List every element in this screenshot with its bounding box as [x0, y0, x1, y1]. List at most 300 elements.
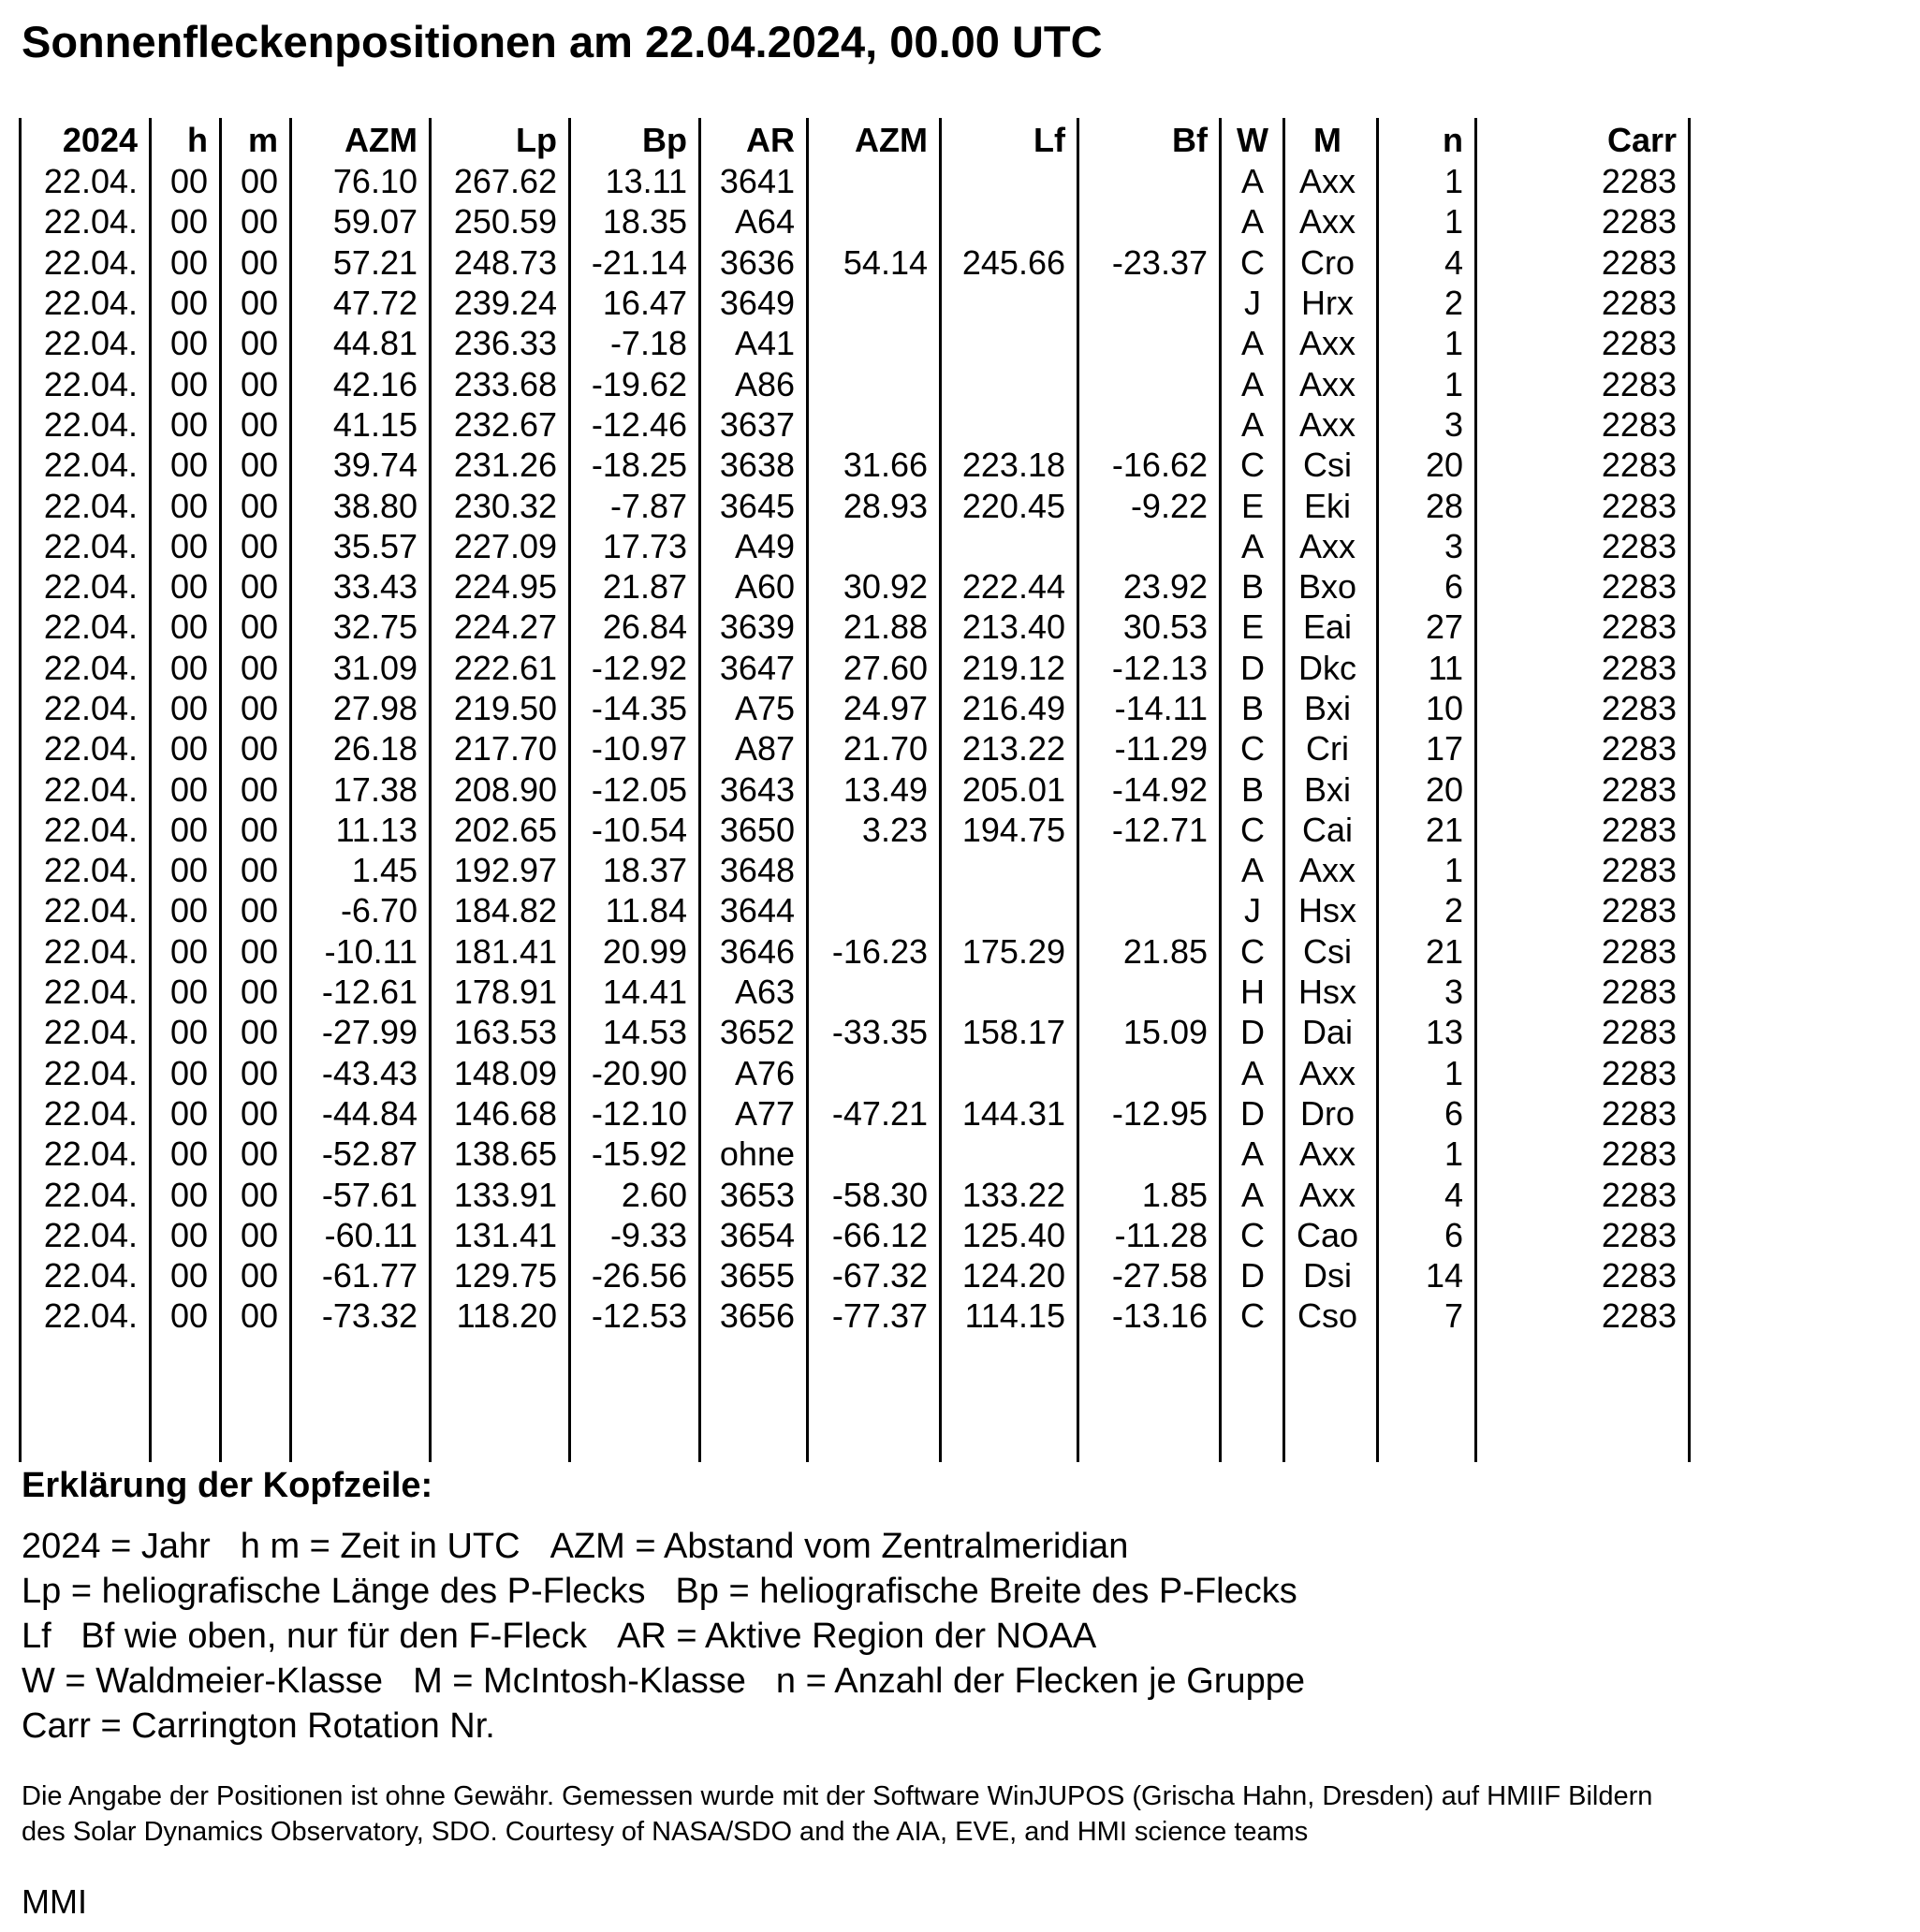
cell-bp: -12.05: [591, 769, 687, 809]
cell-lp: 208.90: [453, 769, 557, 809]
cell-carrington: 2283: [1601, 1175, 1677, 1214]
cell-hour: 00: [169, 1093, 208, 1133]
cell-azm-p: -52.87: [321, 1134, 418, 1174]
cell-minute: 00: [240, 1134, 278, 1174]
cell-count: 21: [1425, 810, 1463, 849]
cell-count: 4: [1444, 242, 1463, 282]
cell-lf: 125.40: [961, 1215, 1065, 1254]
cell-waldmeier: A: [1240, 364, 1264, 403]
cell-carrington: 2283: [1601, 567, 1677, 607]
cell-minute: 00: [240, 404, 278, 444]
cell-azm-f: [808, 323, 941, 363]
cell-lp: 239.24: [453, 284, 557, 323]
cell-mcintosh: Cao: [1296, 1215, 1359, 1254]
cell-count: 6: [1444, 1093, 1463, 1133]
cell-bp: -14.35: [591, 689, 687, 727]
cell-waldmeier: A: [1240, 1053, 1264, 1092]
legend-line: [22, 1524, 1903, 1569]
cell-waldmeier: A: [1240, 202, 1264, 242]
cell-lp: 236.33: [453, 324, 557, 363]
cell-bf: -11.28: [1114, 1215, 1208, 1254]
cell-bp: -20.90: [591, 1053, 687, 1092]
cell-minute: 00: [240, 851, 278, 890]
header-lp: Lp: [516, 120, 557, 159]
cell-waldmeier: B: [1240, 689, 1264, 727]
cell-minute: 00: [240, 284, 278, 323]
cell-hour: 00: [169, 446, 208, 485]
cell-bf: [1078, 161, 1221, 201]
cell-hour: 00: [169, 851, 208, 890]
cell-lp: 227.09: [453, 526, 557, 565]
cell-carrington: 2283: [1601, 689, 1677, 727]
cell-waldmeier: D: [1240, 1093, 1265, 1133]
legend-entry: M = McIntosh-Klasse: [413, 1661, 746, 1701]
header-year: 2024: [62, 120, 138, 159]
cell-date: 22.04.: [43, 404, 138, 444]
cell-minute: 00: [240, 810, 278, 849]
cell-waldmeier: C: [1240, 1215, 1265, 1254]
cell-lf: 222.44: [961, 567, 1065, 607]
cell-waldmeier: B: [1240, 769, 1264, 809]
cell-azm-p: 57.21: [332, 242, 418, 282]
cell-hour: 00: [169, 1053, 208, 1092]
cell-mcintosh: Dai: [1301, 1013, 1354, 1052]
table-body: [20, 161, 1690, 1337]
cell-date: 22.04.: [43, 1093, 138, 1133]
cell-azm-p: -57.61: [321, 1175, 418, 1214]
cell-mcintosh: Axx: [1298, 364, 1356, 403]
cell-minute: 00: [240, 769, 278, 809]
cell-date: 22.04.: [43, 607, 138, 647]
cell-lp: 178.91: [453, 973, 557, 1012]
cell-count: 20: [1425, 446, 1463, 485]
table-row: [20, 728, 1690, 768]
cell-lp: 146.68: [453, 1093, 557, 1133]
cell-bp: 26.84: [602, 607, 687, 647]
cell-hour: 00: [169, 1296, 208, 1336]
cell-bf: 1.85: [1141, 1175, 1208, 1214]
cell-bf: -14.92: [1111, 769, 1208, 809]
cell-bf: -27.58: [1111, 1256, 1208, 1295]
cell-bp: -10.54: [591, 810, 687, 849]
cell-date: 22.04.: [43, 1256, 138, 1295]
cell-lf: 216.49: [961, 689, 1065, 727]
cell-azm-p: 76.10: [332, 162, 418, 201]
table-row: [20, 850, 1690, 890]
cell-count: 27: [1425, 607, 1463, 647]
cell-mcintosh: Cro: [1299, 242, 1355, 282]
cell-count: 1: [1444, 162, 1463, 201]
cell-azm-p: -60.11: [324, 1215, 418, 1254]
cell-bf: [1078, 323, 1221, 363]
cell-date: 22.04.: [43, 1134, 138, 1174]
cell-lf: [941, 850, 1078, 890]
cell-date: 22.04.: [43, 242, 138, 282]
cell-azm-f: 28.93: [843, 486, 928, 525]
table-row: [20, 1255, 1690, 1295]
cell-azm-f: 31.66: [843, 446, 928, 485]
cell-waldmeier: A: [1240, 851, 1264, 890]
cell-azm-f: 13.49: [843, 769, 928, 809]
table-row: [20, 1174, 1690, 1214]
cell-waldmeier: A: [1240, 404, 1264, 444]
cell-waldmeier: C: [1240, 729, 1265, 768]
cell-bp: -12.53: [591, 1296, 687, 1336]
cell-hour: 00: [169, 324, 208, 363]
cell-carrington: 2283: [1601, 1256, 1677, 1295]
cell-date: 22.04.: [43, 486, 138, 525]
cell-hour: 00: [169, 162, 208, 201]
cell-carrington: 2283: [1601, 324, 1677, 363]
sunspot-table: [20, 118, 1690, 1337]
cell-hour: 00: [169, 202, 208, 242]
cell-minute: 00: [240, 486, 278, 525]
cell-azm-f: -66.12: [831, 1215, 928, 1254]
cell-azm-p: 32.75: [332, 607, 418, 647]
cell-bp: -12.10: [591, 1093, 687, 1133]
disclaimer: [22, 1778, 1913, 1850]
cell-minute: 00: [240, 891, 278, 930]
cell-azm-f: -47.21: [831, 1093, 928, 1133]
cell-mcintosh: Dro: [1299, 1093, 1355, 1133]
cell-date: 22.04.: [43, 324, 138, 363]
cell-date: 22.04.: [43, 202, 138, 242]
cell-bp: 14.53: [602, 1013, 687, 1052]
cell-date: 22.04.: [43, 446, 138, 485]
cell-waldmeier: C: [1240, 242, 1265, 282]
cell-ar: 3647: [719, 648, 795, 687]
cell-ar: A49: [734, 526, 795, 565]
cell-count: 20: [1425, 769, 1463, 809]
cell-azm-f: 24.97: [843, 689, 928, 727]
cell-carrington: 2283: [1601, 1134, 1677, 1174]
cell-lf: 245.66: [961, 242, 1065, 282]
cell-carrington: 2283: [1601, 810, 1677, 849]
cell-lp: 192.97: [453, 851, 557, 890]
cell-lf: [941, 363, 1078, 403]
cell-bf: 23.92: [1122, 567, 1208, 607]
cell-lf: 213.40: [961, 607, 1065, 647]
cell-lf: [941, 201, 1078, 242]
cell-lp: 232.67: [453, 404, 557, 444]
cell-count: 14: [1425, 1256, 1463, 1295]
cell-lf: 194.75: [961, 810, 1065, 849]
cell-minute: 00: [240, 1215, 278, 1254]
cell-mcintosh: Axx: [1298, 851, 1356, 890]
cell-bp: -9.33: [609, 1215, 687, 1254]
header-bp: Bp: [642, 120, 687, 159]
cell-ar: 3650: [719, 810, 795, 849]
cell-hour: 00: [169, 284, 208, 323]
cell-bf: -12.13: [1111, 648, 1208, 687]
cell-mcintosh: Bxi: [1303, 769, 1351, 809]
cell-bf: -12.71: [1111, 810, 1208, 849]
cell-count: 28: [1425, 486, 1463, 525]
cell-azm-f: 21.88: [843, 607, 928, 647]
cell-mcintosh: Hrx: [1301, 284, 1354, 323]
cell-hour: 00: [169, 486, 208, 525]
cell-ar: A75: [734, 689, 795, 727]
cell-azm-f: 30.92: [843, 567, 928, 607]
cell-azm-f: 3.23: [861, 810, 928, 849]
cell-count: 1: [1444, 1053, 1463, 1092]
cell-lp: 222.61: [453, 648, 557, 687]
cell-waldmeier: J: [1244, 891, 1261, 930]
cell-waldmeier: A: [1240, 1175, 1264, 1214]
table-row: [20, 607, 1690, 647]
cell-lp: 250.59: [453, 202, 557, 242]
cell-lf: [941, 323, 1078, 363]
cell-date: 22.04.: [43, 931, 138, 971]
cell-waldmeier: C: [1240, 810, 1265, 849]
cell-date: 22.04.: [43, 891, 138, 930]
cell-azm-f: [808, 161, 941, 201]
cell-carrington: 2283: [1601, 1215, 1677, 1254]
cell-lp: 181.41: [453, 931, 557, 971]
cell-azm-f: [808, 201, 941, 242]
cell-bf: [1078, 1134, 1221, 1174]
cell-date: 22.04.: [43, 1013, 138, 1052]
cell-date: 22.04.: [43, 810, 138, 849]
cell-lp: 131.41: [453, 1215, 557, 1254]
table-row: [20, 363, 1690, 403]
cell-minute: 00: [240, 446, 278, 485]
header-minute: m: [247, 120, 278, 159]
cell-azm-f: 54.14: [843, 242, 928, 282]
cell-lp: 129.75: [453, 1256, 557, 1295]
cell-date: 22.04.: [43, 729, 138, 768]
cell-lf: 175.29: [961, 931, 1065, 971]
cell-azm-p: 38.80: [332, 486, 418, 525]
table-row: [20, 201, 1690, 242]
cell-azm-p: 33.43: [332, 567, 418, 607]
legend-entry: AR = Aktive Region der NOAA: [617, 1617, 1097, 1656]
table-row: [20, 1093, 1690, 1134]
cell-bp: 11.84: [605, 891, 687, 930]
cell-bp: 16.47: [602, 284, 687, 323]
cell-waldmeier: C: [1240, 446, 1265, 485]
cell-bp: -21.14: [591, 242, 687, 282]
cell-azm-f: -77.37: [831, 1296, 928, 1336]
cell-lp: 219.50: [453, 689, 557, 727]
cell-count: 6: [1444, 567, 1463, 607]
cell-ar: 3652: [719, 1013, 795, 1052]
cell-date: 22.04.: [43, 1175, 138, 1214]
cell-bf: 30.53: [1122, 607, 1208, 647]
table-row: [20, 972, 1690, 1012]
cell-lf: [941, 890, 1078, 930]
table-row: [20, 242, 1690, 283]
cell-ar: A77: [734, 1093, 795, 1133]
cell-hour: 00: [169, 1134, 208, 1174]
table-row: [20, 485, 1690, 525]
cell-mcintosh: Csi: [1303, 446, 1352, 485]
cell-bp: -15.92: [591, 1134, 687, 1174]
legend-entry: Lp = heliografische Länge des P-Flecks: [22, 1572, 646, 1611]
cell-bp: -19.62: [591, 364, 687, 403]
cell-carrington: 2283: [1601, 284, 1677, 323]
cell-ar: A76: [734, 1053, 795, 1092]
table-row: [20, 810, 1690, 850]
header-bf: Bf: [1172, 120, 1208, 159]
cell-minute: 00: [240, 1175, 278, 1214]
cell-bp: -7.18: [609, 324, 687, 363]
cell-minute: 00: [240, 567, 278, 607]
cell-hour: 00: [169, 891, 208, 930]
cell-azm-p: 1.45: [351, 851, 418, 890]
cell-ar: 3646: [719, 931, 795, 971]
cell-azm-p: -61.77: [321, 1256, 418, 1295]
table-row: [20, 1215, 1690, 1255]
cell-date: 22.04.: [43, 364, 138, 403]
cell-ar: 3639: [719, 607, 795, 647]
disclaimer-line: des Solar Dynamics Observatory, SDO. Courtesy of NASA/SDO and the AIA, EVE, and HMI science teams: [22, 1817, 1309, 1847]
cell-count: 21: [1425, 931, 1463, 971]
cell-minute: 00: [240, 729, 278, 768]
cell-bf: [1078, 1053, 1221, 1093]
cell-lp: 202.65: [453, 810, 557, 849]
cell-azm-p: 27.98: [332, 689, 418, 727]
cell-lp: 224.95: [453, 567, 557, 607]
cell-lf: 124.20: [961, 1256, 1065, 1295]
cell-count: 2: [1444, 891, 1463, 930]
legend-entry: Carr = Carrington Rotation Nr.: [22, 1706, 495, 1746]
cell-ar: A63: [734, 973, 795, 1012]
cell-date: 22.04.: [43, 162, 138, 201]
cell-hour: 00: [169, 931, 208, 971]
table-row: [20, 1053, 1690, 1093]
cell-lp: 233.68: [453, 364, 557, 403]
cell-mcintosh: Axx: [1298, 404, 1356, 444]
cell-mcintosh: Bxi: [1303, 689, 1351, 727]
cell-minute: 00: [240, 648, 278, 687]
table-row: [20, 1295, 1690, 1336]
cell-count: 1: [1444, 324, 1463, 363]
cell-azm-p: -27.99: [321, 1013, 418, 1052]
legend-line: [22, 1614, 1903, 1659]
cell-mcintosh: Dsi: [1303, 1256, 1352, 1295]
cell-waldmeier: D: [1240, 1013, 1265, 1052]
cell-carrington: 2283: [1601, 162, 1677, 201]
cell-count: 11: [1428, 648, 1463, 687]
cell-ar: A60: [734, 567, 795, 607]
cell-carrington: 2283: [1601, 973, 1677, 1012]
cell-hour: 00: [169, 1215, 208, 1254]
cell-bf: [1078, 283, 1221, 323]
cell-carrington: 2283: [1601, 242, 1677, 282]
cell-count: 3: [1444, 404, 1463, 444]
cell-date: 22.04.: [43, 973, 138, 1012]
cell-azm-p: -44.84: [321, 1093, 418, 1133]
cell-ar: A41: [734, 324, 795, 363]
cell-carrington: 2283: [1601, 729, 1677, 768]
cell-lp: 267.62: [453, 162, 557, 201]
cell-count: 3: [1444, 973, 1463, 1012]
cell-minute: 00: [240, 1053, 278, 1092]
cell-waldmeier: D: [1240, 1256, 1265, 1295]
cell-carrington: 2283: [1601, 607, 1677, 647]
legend-title: Erklärung der Kopfzeile:: [22, 1466, 433, 1505]
table-row: [20, 526, 1690, 566]
cell-lp: 133.91: [453, 1175, 557, 1214]
cell-minute: 00: [240, 1256, 278, 1295]
cell-mcintosh: Eki: [1303, 486, 1351, 525]
cell-mcintosh: Axx: [1298, 1053, 1356, 1092]
cell-minute: 00: [240, 364, 278, 403]
cell-azm-p: -12.61: [321, 973, 418, 1012]
cell-bf: -12.95: [1111, 1093, 1208, 1133]
cell-minute: 00: [240, 324, 278, 363]
cell-mcintosh: Dkc: [1298, 648, 1356, 687]
cell-hour: 00: [169, 607, 208, 647]
table-row: [20, 768, 1690, 809]
cell-bp: -10.97: [591, 729, 687, 768]
cell-lf: 158.17: [961, 1013, 1065, 1052]
cell-azm-f: [808, 283, 941, 323]
cell-lp: 163.53: [453, 1013, 557, 1052]
cell-lp: 118.20: [456, 1296, 557, 1336]
cell-minute: 00: [240, 1296, 278, 1336]
cell-count: 6: [1444, 1215, 1463, 1254]
cell-minute: 00: [240, 526, 278, 565]
cell-lf: 205.01: [961, 769, 1065, 809]
cell-mcintosh: Hsx: [1298, 891, 1356, 930]
cell-ar: 3648: [719, 851, 795, 890]
cell-bf: [1078, 972, 1221, 1012]
header-hour: h: [187, 120, 208, 159]
cell-carrington: 2283: [1601, 1013, 1677, 1052]
legend-entry: AZM = Abstand vom Zentralmeridian: [550, 1527, 1129, 1566]
cell-mcintosh: Cri: [1306, 729, 1349, 768]
table-row: [20, 161, 1690, 201]
cell-minute: 00: [240, 1013, 278, 1052]
cell-azm-p: -6.70: [340, 891, 418, 930]
cell-lf: 223.18: [961, 446, 1065, 485]
cell-ar: 3643: [719, 769, 795, 809]
cell-bf: [1078, 363, 1221, 403]
sunspot-table-frame: [0, 118, 1704, 1462]
cell-lf: 219.12: [961, 648, 1065, 687]
cell-waldmeier: B: [1240, 567, 1264, 607]
header-azm-p: AZM: [344, 120, 418, 159]
disclaimer-line: Die Angabe der Positionen ist ohne Gewähr. Gemessen wurde mit der Software WinJUPOS (Grischa Hahn, Dresden) auf HMIIF Bildern: [22, 1781, 1653, 1811]
cell-hour: 00: [169, 526, 208, 565]
cell-waldmeier: D: [1240, 648, 1265, 687]
cell-minute: 00: [240, 162, 278, 201]
cell-lf: 213.22: [961, 729, 1065, 768]
cell-lf: [941, 526, 1078, 566]
cell-ar: ohne: [719, 1134, 795, 1174]
cell-azm-f: -58.30: [831, 1175, 928, 1214]
cell-carrington: 2283: [1601, 891, 1677, 930]
cell-carrington: 2283: [1601, 404, 1677, 444]
cell-waldmeier: C: [1240, 1296, 1265, 1336]
cell-mcintosh: Hsx: [1298, 973, 1356, 1012]
cell-date: 22.04.: [43, 526, 138, 565]
cell-carrington: 2283: [1601, 446, 1677, 485]
cell-carrington: 2283: [1601, 931, 1677, 971]
cell-bf: 15.09: [1122, 1013, 1208, 1052]
cell-date: 22.04.: [43, 689, 138, 727]
cell-lf: [941, 1134, 1078, 1174]
cell-count: 4: [1444, 1175, 1463, 1214]
cell-azm-f: [808, 404, 941, 445]
cell-waldmeier: E: [1240, 486, 1264, 525]
cell-carrington: 2283: [1601, 648, 1677, 687]
cell-minute: 00: [240, 202, 278, 242]
cell-mcintosh: Axx: [1298, 1134, 1356, 1174]
cell-ar: 3644: [719, 891, 795, 930]
